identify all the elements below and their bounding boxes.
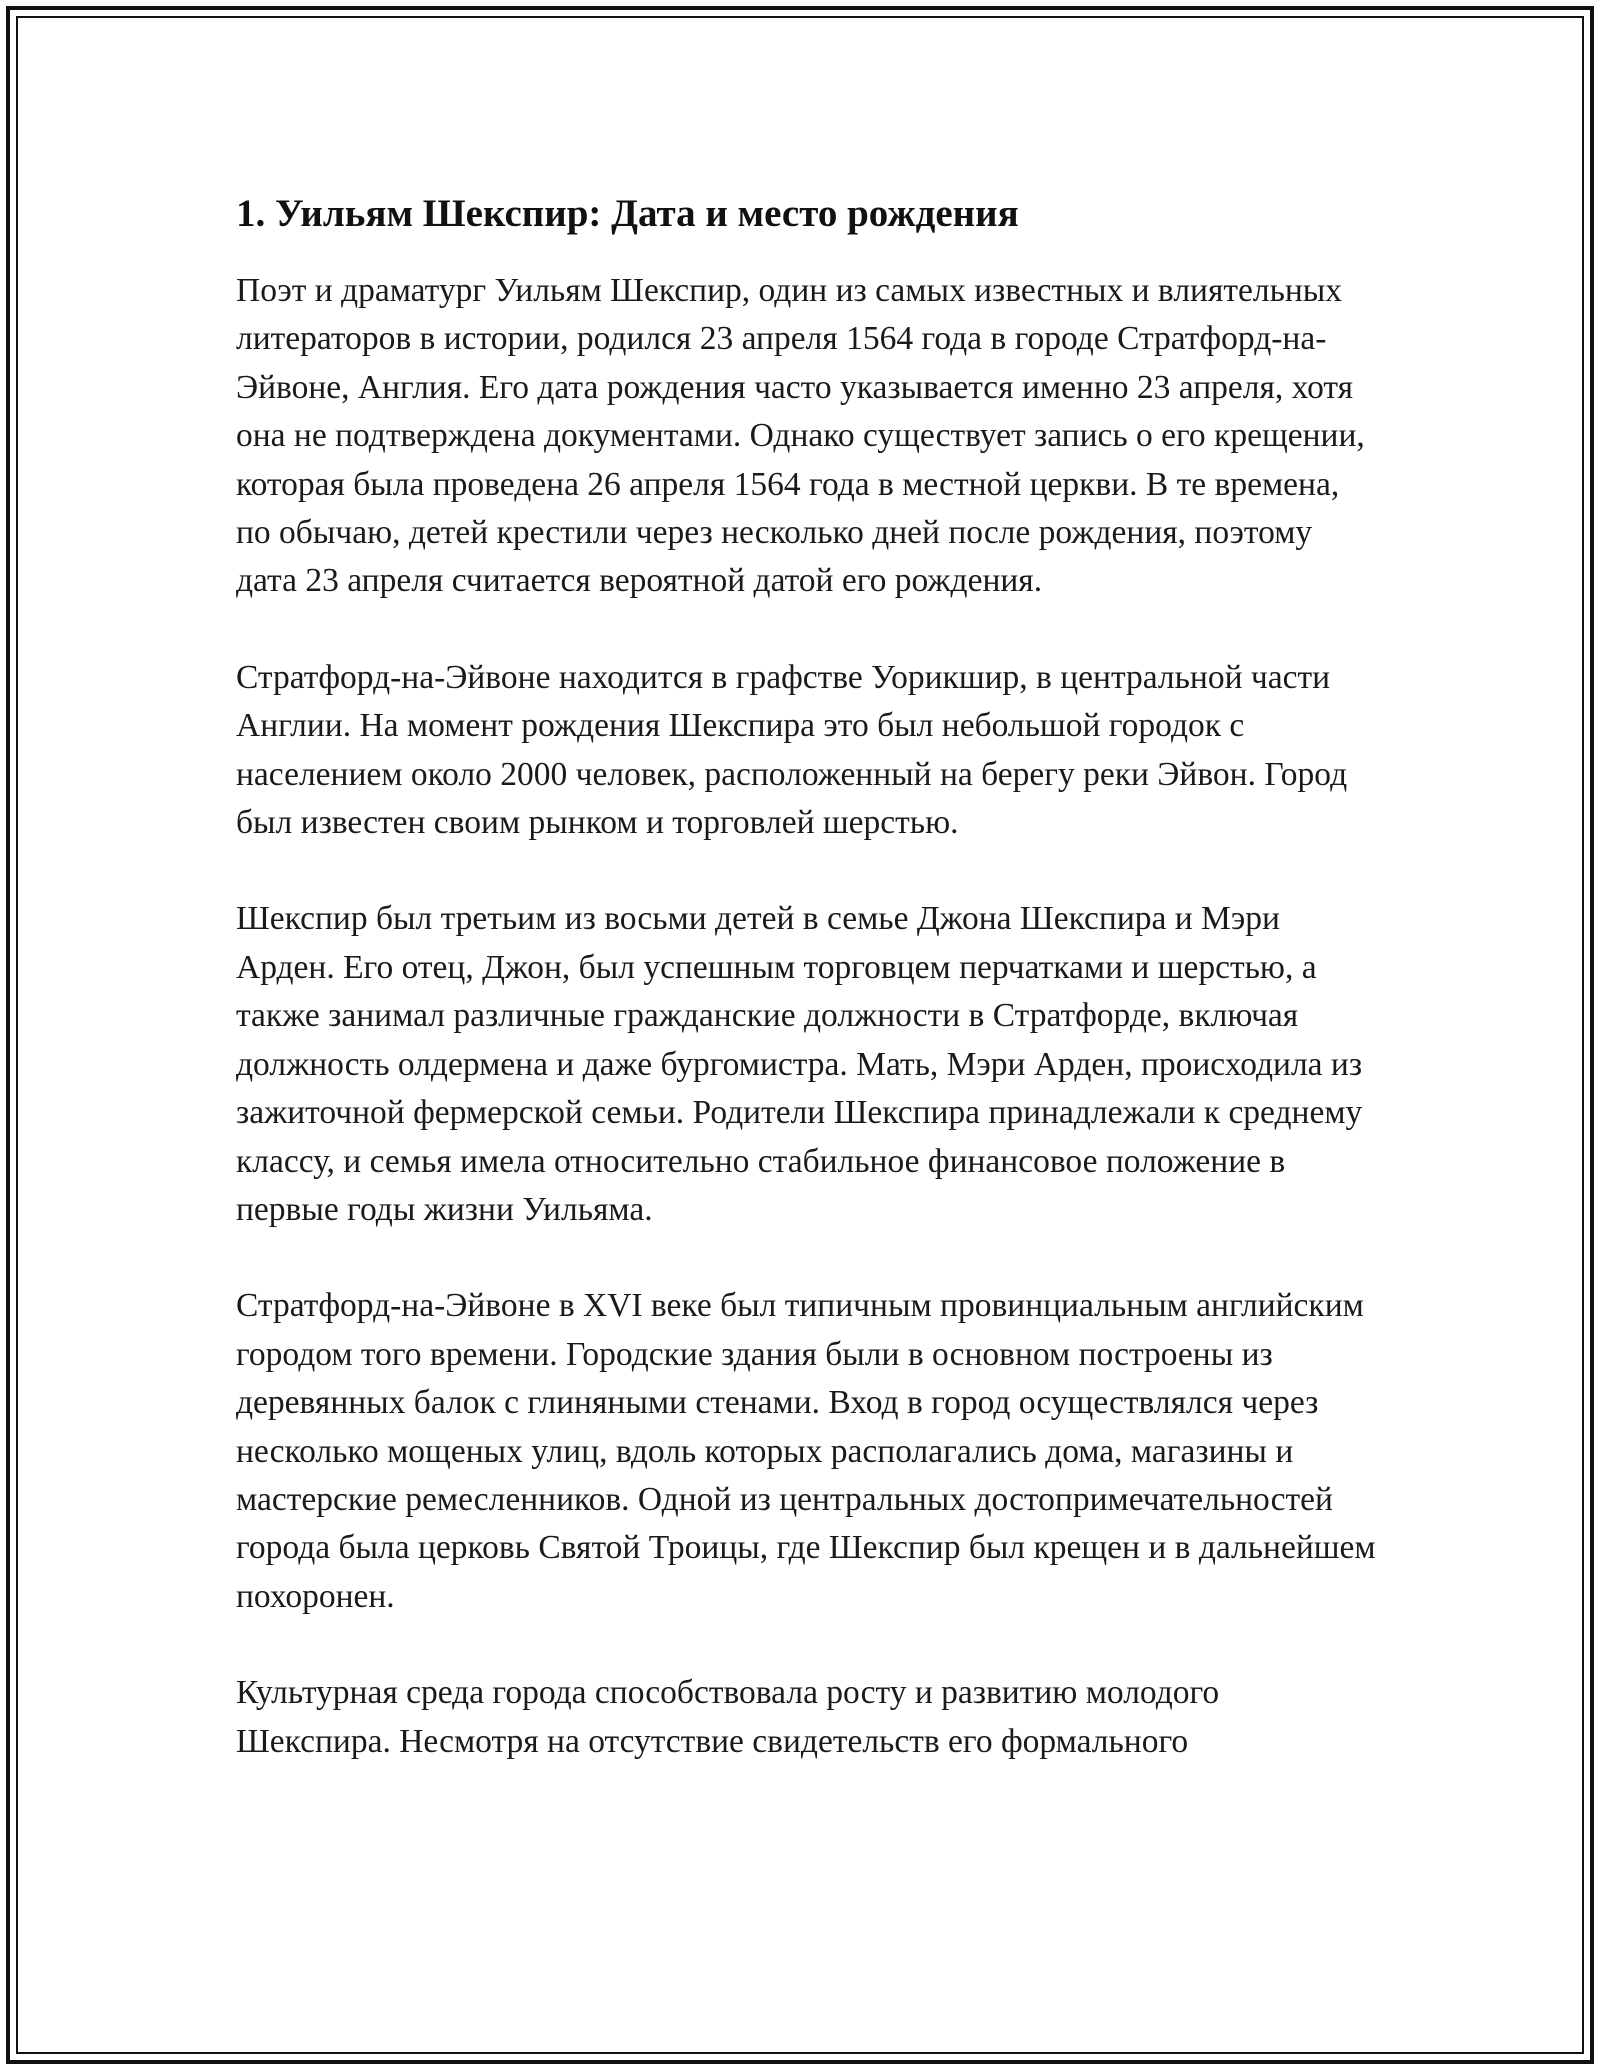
paragraph-birth-date: Поэт и драматург Уильям Шекспир, один из самых известных и влиятельных литераторов в истории, родился 23 апреля 1564 года в городе Стратфорд-на-Эйвоне, Англия. Его дата рождения часто указывается именно 23 апреля, хотя она не подтверждена документами. Однако существует запись о его крещении, которая была проведена 26 апреля 1564 года в местной церкви. В те времена, по обычаю, детей крестили через несколько дней после рождения, поэтому дата 23 апреля считается вероятной датой его рождения.: [236, 272, 1365, 600]
paragraph-town-description: Стратфорд-на-Эйвоне в XVI веке был типичным провинциальным английским городом того времени. Городские здания были в основном построены из деревянных балок с глиняными стенами. Вход в город осуществлялся через несколько мощеных улиц, вдоль которых располагались дома, магазины и мастерские ремесленников. Одной из центральных достопримечательностей города была церковь Святой Троицы, где Шекспир был крещен и в дальнейшем похоронен.: [236, 1287, 1376, 1615]
paragraph-family: Шекспир был третьим из восьми детей в семье Джона Шекспира и Мэри Арден. Его отец, Джон, был успешным торговцем перчатками и шерстью, а также занимал различные гражданские должности в Стратфорде, включая должность олдермена и даже бургомистра. Мать, Мэри Арден, происходила из зажиточной фермерской семьи. Родители Шекспира принадлежали к среднему классу, и семья имела относительно стабильное финансовое положение в первые годы жизни Уильяма.: [236, 900, 1363, 1228]
section-heading: 1. Уильям Шекспир: Дата и место рождения: [236, 192, 1019, 235]
paragraph-cultural-environment: Культурная среда города способствовала росту и развитию молодого Шекспира. Несмотря на отсутствие свидетельств его формального: [236, 1674, 1220, 1760]
paragraph-stratford-location: Стратфорд-на-Эйвоне находится в графстве Уорикшир, в центральной части Англии. На момент рождения Шекспира это был небольшой городок с населением около 2000 человек, расположенный на берегу реки Эйвон. Город был известен своим рынком и торговлей шерстью.: [236, 658, 1348, 842]
document-page: [236, 185, 1376, 1814]
